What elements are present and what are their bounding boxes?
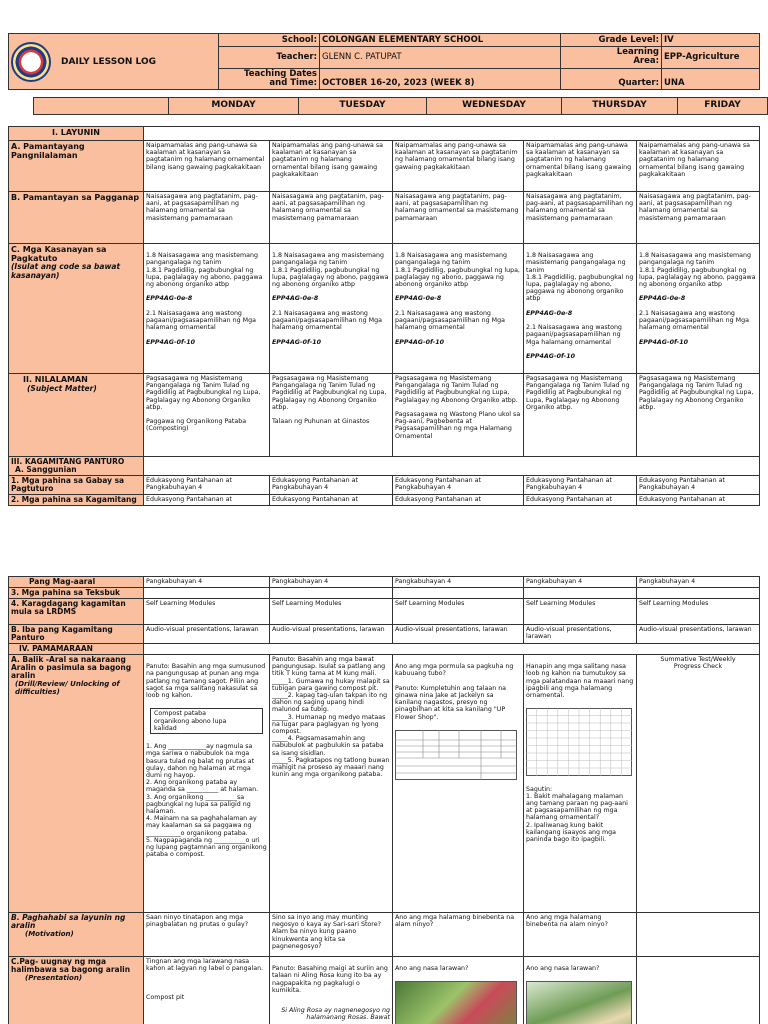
pag-uugnay-tuesday: [270, 957, 393, 1024]
iba-pang-wednesday: Audio-visual presentations, larawan: [393, 625, 524, 644]
pang-mag-aaral-monday: Pangkabuhayan 4: [144, 577, 270, 588]
pamantayang-friday: Naipamamalas ang pang-unawa sa kaalaman at kasanayan sa pagtatanim ng halamang ornamental bilang isang gawaing pagkakakitaan: [637, 141, 760, 192]
school-label: School:: [219, 34, 320, 47]
pag-uugnay-tuesday-story: Si Aling Rosa ay nagnenegosyo ng halamanang Rosas. Bawat: [281, 1007, 390, 1022]
pagganap-thursday: Naisasagawa ang pagtatanim, pag-aani, at pagsasapamilihan ng halamang ornamental sa masistemang pamamaraan: [524, 192, 637, 244]
kasanayan-thursday: [524, 244, 637, 374]
pagganap-friday: Naisasagawa ang pagtatanim, pag-aani, at pagsasapamilihan ng halamang ornamental sa masistemang pamamaraan: [637, 192, 760, 244]
balik-aral-thursday-text: Hanapin ang mga salitang nasa loob ng kahon na tumutukoy sa mga palatandaan na maaari nang ipagbili ang mga halamang ornamental.: [526, 663, 634, 700]
iba-pang-tuesday: Audio-visual presentations, larawan: [270, 625, 393, 644]
kasanayan-friday-mid: 2.1 Naisasagawa ang wastong pagaani/pagsasapamilihan ng Mga halamang ornamental: [639, 309, 749, 332]
gabay-monday: Edukasyong Pantahanan at Pangkabuhayan 4: [144, 476, 270, 495]
kasanayan-wednesday: [393, 244, 524, 374]
kasanayan-label-cell: [9, 244, 144, 374]
pagganap-label: B. Pamantayan sa Pagganap: [9, 192, 144, 244]
paghahabi-label-cell: [9, 913, 144, 957]
gabay-label: 1. Mga pahina sa Gabay sa Pagtuturo: [9, 476, 144, 495]
kasanayan-tuesday-code2: EPP4AG-0f-10: [272, 338, 321, 346]
balik-aral-thursday: [524, 655, 637, 913]
pamantayang-tuesday: Naipamamalas ang pang-unawa sa kaalaman at kasanayan sa pagtatanim ng halamang ornamental bilang isang gawaing pagkakakitaan: [270, 141, 393, 192]
teksbuk-friday: [637, 588, 760, 599]
kasanayan-thursday-code2: EPP4AG-0f-10: [526, 353, 575, 361]
kasanayan-thursday-text: 1.8 Naisasagawa ang masistemang pangangalaga ng tanim 1.8.1 Pagdidilig, pagbubungkal ng lupa, paglalagay ng abono, paggawa ng abonong organiko atbp: [526, 252, 634, 303]
nilalaman-tuesday: Pagsasagawa ng Masistemang Pangangalaga ng Tanim Tulad ng Pagdidilig at Pagbubungkal ng Lupa, Paglalagay ng Abonong Organiko atbp. Talaan ng Puhunan at Ginastos: [270, 374, 393, 457]
teksbuk-thursday: [524, 588, 637, 599]
balik-aral-label: A. Balik -Aral sa nakaraang Aralin o pasimula sa bagong aralin: [11, 655, 132, 680]
balik-aral-monday-items: 1. Ang ____________ay nagmula sa mga sariwa o nabubulok na mga basura tulad ng balat ng prutas at gulay, dahon ng halaman at mga dumi ng hayop. 2. Ang organikong pataba ay maganda sa __________ at halaman. 3. Ang organikong __________sa pagbungkal ng lupa sa paligid ng halaman. 4. Mainam na sa paghahalaman ay may kaalaman sa sa paggawa ng ___________o organikong pataba. 5. Nagpapaganda ng __________o uri ng lupang pagtamnan ang organikong pataba o compost.: [146, 743, 267, 859]
pag-uugnay-thursday-text: Ano ang nasa larawan?: [526, 965, 600, 973]
balik-aral-friday: Summative Test/Weekly Progress Check: [637, 655, 760, 913]
dates-label: Teaching Dates and Time:: [219, 68, 320, 89]
pag-uugnay-tuesday-text: Panuto: Basahing maigi at suriin ang talaan ni Aling Rosa kung ito ba ay nagpapakita ng pagkalugi o kumikita.: [272, 965, 388, 994]
header-logo-cell: [9, 34, 219, 90]
lrdms-tuesday: Self Learning Modules: [270, 599, 393, 625]
gabay-wednesday: Edukasyong Pantahanan at Pangkabuhayan 4: [393, 476, 524, 495]
day-header-blank: [34, 98, 169, 115]
kagamitang-friday: Edukasyong Pantahanan at: [637, 495, 760, 506]
kasanayan-thursday-mid: 2.1 Naisasagawa ang wastong pagaani/pagsasapamilihan ng Mga halamang ornamental: [526, 324, 622, 346]
pag-uugnay-monday: Tingnan ang mga larawang nasa kahon at lagyan ng label o pangalan. Compost pit: [144, 957, 270, 1024]
grade-label: Grade Level:: [561, 34, 662, 47]
pamaraan-blank: [144, 644, 760, 655]
pamantayang-monday: Naipamamalas ang pang-unawa sa kaalaman at kasanayan sa pagtatanim ng halamang ornamental bilang isang gawaing pagkakakitaan: [144, 141, 270, 192]
kasanayan-monday-mid: 2.1 Naisasagawa ang wastong pagaani/pagsasapamilihan ng Mga halamang ornamental: [146, 309, 256, 332]
paghahabi-friday: [637, 913, 760, 957]
pag-uugnay-sub: (Presentation): [25, 974, 83, 982]
nilalaman-monday: Pagsasagawa ng Masistemang Pangangalaga ng Tanim Tulad ng Pagdidilig at Pagbubungkal ng Lupa, Paglalagay ng Abonong Organiko atbp. Paggawa ng Organikong Pataba (Composting): [144, 374, 270, 457]
kagamitan-label-cell: [9, 457, 144, 476]
balik-aral-thursday-questions: Sagutin: 1. Bakit mahalagang malaman ang tamang paraan ng pag-aani at pagsasapamilihan ng mga halamang ornamental? 2. Ipaliwanag kung bakit kailangang isaayos ang mga paninda bago ito ipagbili.: [526, 785, 628, 844]
paghahabi-tuesday: Sino sa inyo ang may munting negosyo o kaya ay Sari-sari Store? Alam ba ninyo kung paano kinukwenta ang kita sa pagnenegosyo?: [270, 913, 393, 957]
pang-mag-aaral-wednesday: Pangkabuhayan 4: [393, 577, 524, 588]
kasanayan-thursday-code1: EPP4AG-0e-8: [526, 309, 573, 317]
pamaraan-heading: IV. PAMAMARAAN: [9, 644, 144, 655]
paghahabi-label: B. Paghahabi sa layunin ng aralin: [11, 913, 126, 930]
dates-value: OCTOBER 16-20, 2023 (WEEK 8): [320, 68, 561, 89]
lesson-table-page2: [8, 576, 760, 1024]
lrdms-friday: Self Learning Modules: [637, 599, 760, 625]
pang-mag-aaral-thursday: Pangkabuhayan 4: [524, 577, 637, 588]
day-friday: FRIDAY: [678, 98, 768, 115]
lrdms-monday: Self Learning Modules: [144, 599, 270, 625]
school-value: COLONGAN ELEMENTARY SCHOOL: [320, 34, 561, 47]
teksbuk-monday: [144, 588, 270, 599]
word-search-image: [526, 708, 632, 776]
header-block: [8, 33, 760, 90]
pagganap-wednesday: Naisasagawa ang pagtatanim, pag-aani, at pagsasapamilihan ng halamang ornamental sa masistemang pamamaraan: [393, 192, 524, 244]
kasanayan-tuesday-mid: 2.1 Naisasagawa ang wastong pagaani/pagsasapamilihan ng Mga halamang ornamental: [272, 309, 382, 332]
ledger-table-image: [395, 730, 517, 780]
area-label: Learning Area:: [561, 47, 662, 68]
nilalaman-label-cell: [9, 374, 144, 457]
pag-uugnay-label: C.Pag- uugnay ng mga halimbawa sa bagong aralin: [11, 957, 131, 974]
kasanayan-monday-code2: EPP4AG-0f-10: [146, 338, 195, 346]
kasanayan-tuesday: [270, 244, 393, 374]
paghahabi-thursday: Ano ang mga halamang binebenta na alam ninyo?: [524, 913, 637, 957]
grade-value: IV: [662, 34, 760, 47]
nilalaman-wednesday: Pagsasagawa ng Masistemang Pangangalaga ng Tanim Tulad ng Pagdidilig at Pagbubungkal ng Lupa, Paglalagay ng Abonong Organiko atbp. Pagsasagawa ng Wastong Plano ukol sa Pag-aani, Pagbebenta at Pagsasapamilihan ng mga Halamang Ornamental: [393, 374, 524, 457]
nilalaman-label: II. NILALAMAN: [23, 375, 88, 384]
day-thursday: THURSDAY: [562, 98, 678, 115]
pagganap-monday: Naisasagawa ang pagtatanim, pag-aani, at pagsasapamilihan ng halamang ornamental sa masistemang pamamaraan: [144, 192, 270, 244]
quarter-value: UNA: [662, 68, 760, 89]
kasanayan-label: C. Mga Kasanayan sa Pagkatuto: [11, 245, 107, 263]
balik-aral-label-cell: [9, 655, 144, 913]
gabay-friday: Edukasyong Pantahanan at Pangkabuhayan 4: [637, 476, 760, 495]
quarter-label: Quarter:: [561, 68, 662, 89]
page-title: DAILY LESSON LOG: [61, 56, 156, 67]
kagamitang-wednesday: Edukasyong Pantahanan at: [393, 495, 524, 506]
balik-aral-tuesday: Panuto: Basahin ang mga bawat pangungusap. Isulat sa patlang ang titik T kung tama at M kung mali. _____1. Gumawa ng hukay malapit sa tubigan para gawing compost pit. _____2. kapag tag-ulan takpan ito ng dahon ng saging upang hindi malunod sa tubig. _____3. Humanap ng medyo mataas na lugar para paglagyan ng lyong compost. _____4. Pagsamasamahin ang nabubulok at pagbulukin sa pataba sa isang sisidlan. _____5. Pagkatapos ng tatlong buwan mahigit na proseso ay maaari nang kunin ang mga organikong pataba.: [270, 655, 393, 913]
nilalaman-thursday: Pagsasagawa ng Masistemang Pangangalaga ng Tanim Tulad ng Pagdidilig at Pagbubungkal ng Lupa, Paglalagay ng Abonong Organiko atbp.: [524, 374, 637, 457]
pamantayang-thursday: Naipamamalas ang pang-unawa sa kaalaman at kasanayan sa pagtatanim ng halamang ornamental bilang isang gawaing pagkakakitaan: [524, 141, 637, 192]
day-monday: MONDAY: [169, 98, 299, 115]
lrdms-thursday: Self Learning Modules: [524, 599, 637, 625]
kasanayan-tuesday-code1: EPP4AG-0e-8: [272, 295, 319, 303]
balik-aral-sub: (Drill/Review/ Unlocking of difficulties): [15, 680, 120, 696]
iba-pang-friday: Audio-visual presentations, larawan: [637, 625, 760, 644]
gabay-tuesday: Edukasyong Pantahanan at Pangkabuhayan 4: [270, 476, 393, 495]
teksbuk-tuesday: [270, 588, 393, 599]
kasanayan-wednesday-text: 1.8 Naisasagawa ang masistemang pangangalaga ng tanim 1.8.1 Pagdidilig, pagbubungkal ng lupa, paglalagay ng abono, paggawa ng abonong organiko atbp: [395, 252, 520, 289]
pamantayang-label: A. Pamantayang Pangnilalaman: [9, 141, 144, 192]
paghahabi-monday: Saan ninyo tinatapon ang mga pinagbalatan ng prutas o gulay?: [144, 913, 270, 957]
pang-mag-aaral-label: Pang Mag-aaral: [9, 577, 144, 588]
paghahabi-wednesday: Ano ang mga halamang binebenta na alam ninyo?: [393, 913, 524, 957]
day-header-bar: [33, 97, 768, 115]
flower-shop-photo: [395, 981, 517, 1024]
pag-uugnay-wednesday-text: Ano ang nasa larawan?: [395, 965, 469, 973]
kagamitang-label: 2. Mga pahina sa Kagamitang: [9, 495, 144, 506]
day-wednesday: WEDNESDAY: [427, 98, 562, 115]
kasanayan-friday-code1: EPP4AG-0e-8: [639, 295, 686, 303]
kasanayan-friday: [637, 244, 760, 374]
kagamitang-monday: Edukasyong Pantahanan at: [144, 495, 270, 506]
paghahabi-sub: (Motivation): [25, 930, 74, 938]
kasanayan-friday-text: 1.8 Naisasagawa ang masistemang pangangalaga ng tanim 1.8.1 Pagdidilig, pagbubungkal ng lupa, paglalagay ng abono, paggawa ng abonong organiko atbp: [639, 252, 756, 289]
kasanayan-monday-code1: EPP4AG-0e-8: [146, 295, 193, 303]
deped-seal-icon: [11, 42, 51, 82]
nilalaman-friday: Pagsasagawa ng Masistemang Pangangalaga ng Tanim Tulad ng Pagdidilig at Pagbubungkal ng Lupa, Paglalagay ng Abonong Organiko atbp.: [637, 374, 760, 457]
kasanayan-monday: [144, 244, 270, 374]
kasanayan-wednesday-mid: 2.1 Naisasagawa ang wastong pagaani/pagsasapamilihan ng Mga halamang ornamental: [395, 309, 505, 332]
gabay-thursday: Edukasyong Pantahanan at Pangkabuhayan 4: [524, 476, 637, 495]
kasanayan-wednesday-code2: EPP4AG-0f-10: [395, 338, 444, 346]
lrdms-label: 4. Karagdagang kagamitan mula sa LRDMS: [9, 599, 144, 625]
pang-mag-aaral-friday: Pangkabuhayan 4: [637, 577, 760, 588]
iba-pang-thursday: Audio-visual presentations, larawan: [524, 625, 637, 644]
balik-aral-wednesday: [393, 655, 524, 913]
kasanayan-wednesday-code1: EPP4AG-0e-8: [395, 295, 442, 303]
teacher-value: GLENN C. PATUPAT: [320, 47, 561, 68]
balik-aral-monday: [144, 655, 270, 913]
area-value: EPP-Agriculture: [662, 47, 760, 68]
balik-aral-wednesday-text: Ano ang mga pormula sa pagkuha ng kabuuang tubo? Panuto: Kumpletuhin ang talaan na ginawa nina Jake at Jackelyn sa kanilang nagastos, presyo ng pinagbilhan at kita sa kanilang "UP Flower Shop".: [395, 663, 514, 721]
pang-mag-aaral-tuesday: Pangkabuhayan 4: [270, 577, 393, 588]
pag-uugnay-label-cell: [9, 957, 144, 1024]
lrdms-wednesday: Self Learning Modules: [393, 599, 524, 625]
pamantayang-wednesday: Naipamamalas ang pang-unawa sa kaalaman at kasanayan sa pagtatanim ng halamang ornamental bilang isang gawaing pagkakakitaan: [393, 141, 524, 192]
teksbuk-wednesday: [393, 588, 524, 599]
kasanayan-monday-text: 1.8 Naisasagawa ang masistemang pangangalaga ng tanim 1.8.1 Pagdidilig, pagbubungkal ng lupa, paglalagay ng abono, paggawa ng abonong organiko atbp: [146, 252, 263, 289]
kagamitang-tuesday: Edukasyong Pantahanan at: [270, 495, 393, 506]
iba-pang-monday: Audio-visual presentations, larawan: [144, 625, 270, 644]
teacher-label: Teacher:: [219, 47, 320, 68]
kasanayan-friday-code2: EPP4AG-0f-10: [639, 338, 688, 346]
pagganap-tuesday: Naisasagawa ang pagtatanim, pag-aani, at pagsasapamilihan ng halamang ornamental sa masistemang pamamaraan: [270, 192, 393, 244]
layunin-blank: [144, 127, 760, 141]
kasanayan-tuesday-text: 1.8 Naisasagawa ang masistemang pangangalaga ng tanim 1.8.1 Pagdidilig, pagbubungkal ng lupa, paglalagay ng abono, paggawa ng abonong organiko atbp: [272, 252, 389, 289]
teksbuk-label: 3. Mga pahina sa Teksbuk: [9, 588, 144, 599]
day-tuesday: TUESDAY: [299, 98, 427, 115]
layunin-heading: I. LAYUNIN: [9, 127, 144, 141]
word-box: Compost pataba organikong abono lupa kalidad: [150, 708, 263, 734]
kagamitan-label: III. KAGAMITANG PANTURO: [11, 457, 125, 466]
plant-nursery-photo: [526, 981, 632, 1024]
kagamitang-thursday: Edukasyong Pantahanan at: [524, 495, 637, 506]
kagamitan-blank: [144, 457, 760, 476]
pag-uugnay-wednesday: [393, 957, 524, 1024]
pag-uugnay-friday: [637, 957, 760, 1024]
iba-pang-label: B. Iba pang Kagamitang Panturo: [9, 625, 144, 644]
pag-uugnay-thursday: [524, 957, 637, 1024]
balik-aral-monday-instructions: Panuto: Basahin ang mga sumusunod na pangungusap at punan ang mga patlang ng tamang sagot. Piliin ang sagot sa mga salitang nakasulat sa loob ng kahon.: [146, 663, 266, 700]
lesson-table-page1: [8, 126, 760, 506]
kasanayan-sub: (Isulat ang code sa bawat kasanayan): [11, 262, 121, 280]
nilalaman-sub: (Subject Matter): [27, 384, 97, 393]
sanggunian-label: A. Sanggunian: [15, 465, 77, 474]
